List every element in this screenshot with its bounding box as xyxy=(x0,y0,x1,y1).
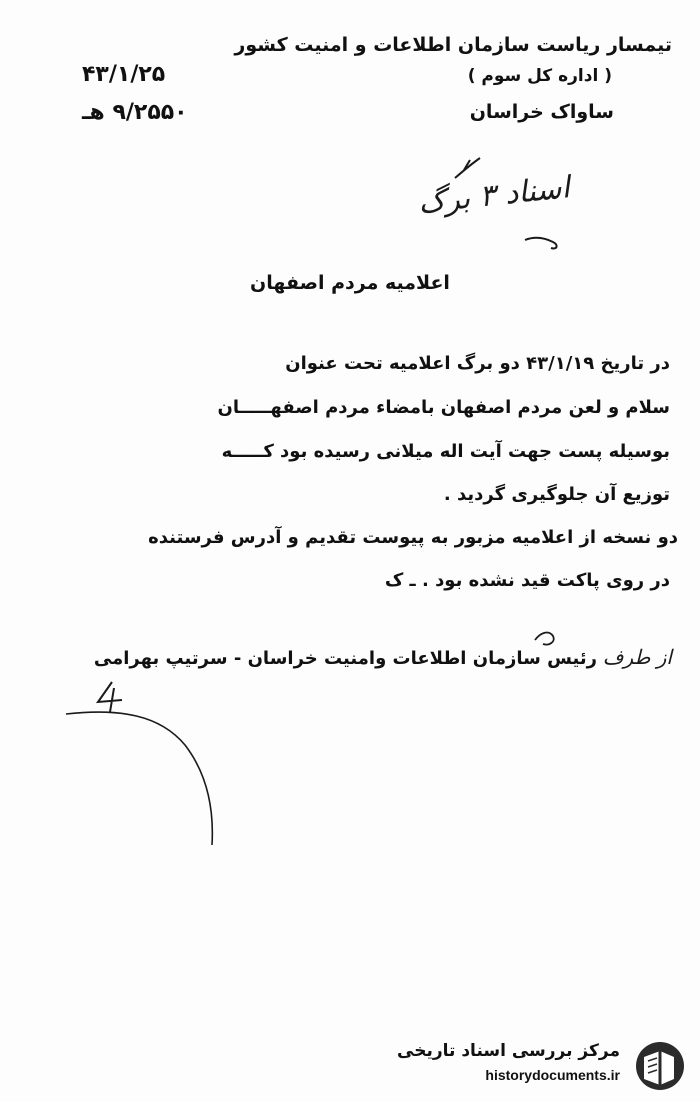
sub-note-scribble xyxy=(525,238,557,249)
reference-number: ۹/۲۵۵۰ هـ xyxy=(82,100,188,125)
long-pen-stroke xyxy=(66,712,212,845)
body-line-3: بوسیله پست جهت آیت اله میلانی رسیده بود کـــــه xyxy=(221,441,670,462)
sender-office-line: ساواک خراسان xyxy=(469,101,614,123)
handwritten-number-4 xyxy=(98,682,122,712)
body-line-2: سلام و لعن مردم اصفهان بامضاء مردم اصفهـــــان xyxy=(217,397,670,418)
department-line: ( اداره کل سوم ) xyxy=(467,66,612,86)
signature-text: رئیس سازمان اطلاعات وامنیت خراسان - سرتیپ بهرامی xyxy=(93,648,597,669)
signature-prefix: از طرف xyxy=(602,645,672,669)
body-line-6: در روی پاکت قید نشده بود . ـ ک xyxy=(384,570,670,591)
signature-initial xyxy=(535,633,554,645)
watermark-title: مرکز بررسی اسناد تاریخی xyxy=(397,1041,620,1061)
watermark-url: historydocuments.ir xyxy=(485,1067,620,1083)
body-line-4: توزیع آن جلوگیری گردید . xyxy=(443,484,670,505)
header-scribble xyxy=(455,158,480,178)
body-line-5: دو نسخه از اعلامیه مزبور به پیوست تقدیم و آدرس فرستنده xyxy=(148,527,678,548)
archive-watermark xyxy=(397,1037,692,1095)
recipient-line: تیمسار ریاست سازمان اطلاعات و امنیت کشور xyxy=(234,34,672,56)
document-title: اعلامیه مردم اصفهان xyxy=(250,272,450,294)
reference-date: ۴۳/۱/۲۵ xyxy=(82,62,166,87)
signature-block xyxy=(94,645,672,669)
archive-book-icon xyxy=(630,1039,686,1093)
handwritten-note: اسناد ۳ برگ xyxy=(416,170,572,221)
body-line-1: در تاریخ ۴۳/۱/۱۹ دو برگ اعلامیه تحت عنوان xyxy=(285,353,670,374)
